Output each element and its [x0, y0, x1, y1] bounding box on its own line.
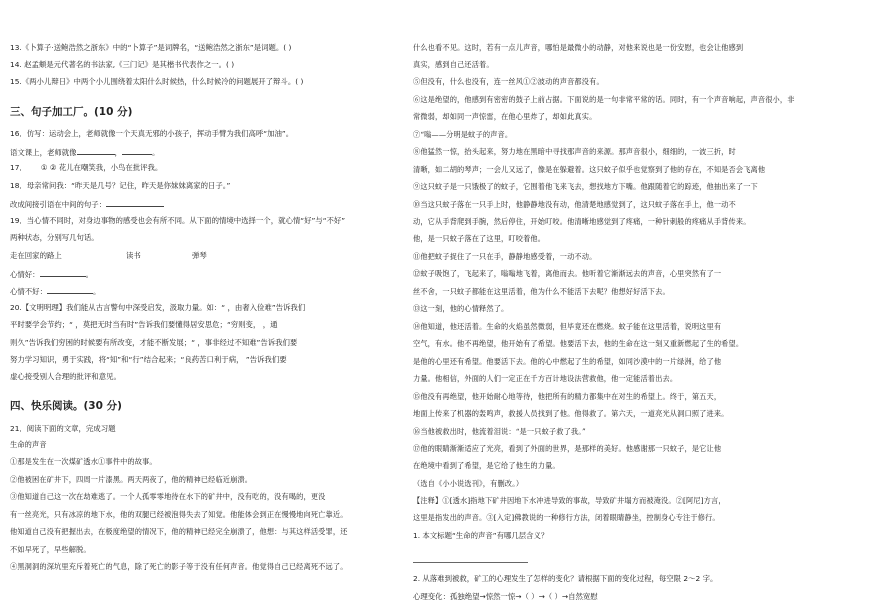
- passage-line: 真实，感到自己还活着。: [413, 60, 494, 69]
- question-18-answer-line: [10, 198, 164, 210]
- passage-para-4: ④黑洞洞的深坑里充斥着死亡的气息，除了死亡的影子等于没有任何声音。他觉得自己已经离死不远了。: [10, 562, 348, 571]
- question-16-answer-line: 语文课上，老师就像 ， 。: [10, 148, 160, 157]
- question-20-line-1: 20.【文明明理】我们能从古言警句中深受启发，汲取力量。如：“ ，由奢入俭难”告诉我们: [10, 303, 306, 312]
- passage-line: ⑦“嗡——分明是蚊子的声音。: [413, 130, 513, 139]
- question-19-cont: 两种状态，分别写几句话。: [10, 233, 99, 242]
- passage-line: ⑬这一刻，他的心情释然了。: [413, 304, 509, 313]
- question-18-prefix: 改成间接引语在中间的句子：: [10, 200, 107, 209]
- sub-question-2-chain: 心理变化：孤独绝望→惊然一惊→（ ）→（ ）→自然宽慰: [413, 592, 598, 601]
- question-19-option-2: 读书: [126, 251, 141, 260]
- answer-blank[interactable]: [47, 285, 93, 294]
- question-19-bad-line: 心情不好： 。: [10, 287, 101, 296]
- passage-line: 什么也看不见。这时，若有一点儿声音，哪怕是最微小的动静，对他来说也是一份安慰，也会让他感到: [413, 43, 744, 52]
- sub-question-2: 2. 从落难到被救，矿工的心理发生了怎样的变化？请根据下面的变化过程，每空限 2～2 字。: [413, 574, 718, 583]
- passage-para-3: ③他知道自己这一次在劫难逃了。一个人孤零零地待在水下的矿井中，没有吃的，没有喝的，更没: [10, 492, 326, 501]
- question-21: 21．阅读下面的文章，完成习题: [10, 424, 116, 433]
- section-3-title: 三、句子加工厂。(10 分): [10, 106, 133, 118]
- passage-line: 力量。他相信，外面的人们一定正在千方百计地设法营救他，他一定能活着出去。: [413, 374, 678, 383]
- question-16: 16．仿写：运动会上，老师就像一个天真无邪的小孩子，挥动手臂为我们高呼“加油”。: [10, 129, 294, 138]
- answer-blank[interactable]: [106, 198, 164, 207]
- passage-para-3: 他知道自己没有把握出去，在极度绝望的情况下，他的精神已经完全崩溃了，他想：与其这样活受罪，还: [10, 527, 348, 536]
- passage-line: ⑧他猛然一惊，抬头起来，努力地在黑暗中寻找那声音的来源。那声音很小，细细的，一波三折，时: [413, 147, 736, 156]
- passage-para-3: 有一丝亮光，只有冰凉的地下水，他的双腿已经被泡得失去了知觉。他能体会到正在慢慢地向死亡靠近。: [10, 510, 348, 519]
- passage-line: 动，它从手背爬到手腕，然后停住，开始叮咬。他清晰地感觉到了疼痛，一种针刺般的疼痛从手背传来。: [413, 217, 751, 226]
- question-19: 19．当心情不同时，对身边事物的感受也会有所不同。从下面的情境中选择一个，就心情“好”与“不好”: [10, 216, 346, 225]
- question-20-line-4: 努力学习知识，勇于实践，将“知”和“行”结合起来；“良药苦口利于病， ”告诉我们要: [10, 355, 287, 364]
- answer-blank[interactable]: [122, 146, 152, 155]
- passage-line: ⑯当他被救出时，他流着泪说：“是一只蚊子救了我。”: [413, 427, 586, 436]
- question-19-good-line: 心情好： 。: [10, 270, 93, 279]
- good-mood-label: 心情好：: [10, 270, 40, 279]
- passage-line: ⑤但没有，什么也没有，连一丝风①②波动的声音都没有。: [413, 77, 604, 86]
- passage-line: 地面上传来了机器的轰鸣声，救援人员找到了他。他得救了。第六天，一道亮光从洞口照了进来。: [413, 409, 729, 418]
- question-17-text: ① ② 花儿在嘲笑我，小鸟在批评我。: [40, 163, 163, 172]
- passage-para-1: ①那是发生在一次煤矿透水①事件中的故事。: [10, 457, 157, 466]
- question-20-line-3: 则久”告诉我们穷困的时候要有所改变，才能不断发展；“ ，事非经过不知难”告诉我们要: [10, 338, 298, 347]
- passage-line: 清晰，如二胡的琴声；一会儿又远了，像是在躲避着。这只蚊子似乎也觉察到了他的存在，不知是否会飞离他: [413, 165, 766, 174]
- passage-line: 常微弱，却如同一声惊雷，在他心里炸了，却如此真实。: [413, 112, 597, 121]
- question-13: 13.《卜算子·送鲍浩然之浙东》中的“卜算子”是词牌名，“送鲍浩然之浙东”是词题。( ): [10, 43, 292, 52]
- passage-source: （选自《小小说选刊》，有删改。）: [413, 479, 524, 488]
- question-14: 14. 赵孟頫是元代著名的书法家,《三门记》是其楷书代表作之一。( ): [10, 60, 235, 69]
- sub-question-1: 1. 本文标题“生命的声音”有哪几层含义？: [413, 531, 549, 540]
- passage-line: ⑮他没有再绝望，他开始耐心地等待，他把所有的精力都集中在对生的希望上。终于，第五天，: [413, 392, 722, 401]
- bad-mood-label: 心情不好：: [10, 287, 47, 296]
- passage-line: ⑪他把蚊子捉住了一只在手，静静地感受着，一动不动。: [413, 252, 597, 261]
- section-4-title: 四、快乐阅读。(30 分): [10, 400, 122, 412]
- answer-line[interactable]: [413, 562, 528, 563]
- question-15: 15.《两小儿辩日》中两个小儿围绕着太阳什么时候热，什么时候冷的问题展开了辩斗。( ): [10, 77, 304, 86]
- passage-line: ⑩当这只蚊子落在一只手上时，他静静地没有动，他清楚地感觉到了，这只蚊子落在手上，他一动不: [413, 200, 736, 209]
- question-19-option-3: 弹琴: [192, 251, 207, 260]
- passage-line: 他，是一只蚊子落在了这里，叮咬着他。: [413, 234, 546, 243]
- question-17-number: 17．: [10, 163, 27, 172]
- passage-line: ⑨这只蚊子是一只饿极了的蚊子，它围着他飞来飞去，想找地方下嘴。他跟随着它的踪迹，他抽出来了一下: [413, 182, 758, 191]
- question-20-line-5: 虚心接受别人合理的批评和意见。: [10, 372, 121, 381]
- footnote: 【注释】①[透水]指地下矿井因地下水冲进导致的事故，导致矿井塌方而被淹没。②[阿尼]方言，: [413, 496, 726, 505]
- passage-line: ⑰他的眼睛渐渐适应了光亮，看到了外面的世界，是那样的美好。他感谢那一只蚊子，是它让他: [413, 444, 722, 453]
- answer-blank[interactable]: [40, 268, 86, 277]
- passage-para-2: ②他被困在矿井下，四周一片漆黑。两天两夜了，他的精神已经临近崩溃。: [10, 475, 253, 484]
- passage-title: 生命的声音: [10, 440, 47, 449]
- footnote: 这里是指发出的声音。③[入定]佛教说的一种修行方法，闭着眼睛静坐，控制身心专注于修行。: [413, 513, 720, 522]
- passage-line: 是他的心里还有希望。他要活下去。他的心中燃起了生的希望，如同沙漠中的一片绿洲，给了他: [413, 357, 722, 366]
- passage-line: 空气，有水。他不再绝望，他开始有了希望。他要活下去，他的生命在这一刻又重新燃起了生的希望。: [413, 339, 744, 348]
- answer-blank[interactable]: [77, 146, 115, 155]
- passage-line: ⑫蚊子吸饱了，飞起来了，嗡嗡地飞着，离他而去。他听着它渐渐远去的声音，心里突然有了一: [413, 269, 722, 278]
- question-20-line-2: 平时要学会节约；“ ，莫把无时当有时”告诉我们要懂得居安思危；“穷则变， ，通: [10, 320, 278, 329]
- passage-line: ⑥这是绝望的，他感到有密密的鼓子上前占据。下面说的是一句非常平常的话。同时，有一个声音响起，声音很小，非: [413, 95, 795, 104]
- passage-line: 在绝境中看到了希望，是它给了他生的力量。: [413, 461, 560, 470]
- question-19-option-1: 走在回家的路上: [10, 251, 62, 260]
- question-17: [10, 163, 162, 173]
- passage-para-3: 不如早死了，早些解脱。: [10, 545, 91, 554]
- passage-line: 丝不舍，一只蚊子都能在这里活着，他为什么不能活下去呢？他想好好活下去。: [413, 287, 670, 296]
- question-16-prefix: 语文课上，老师就像: [10, 148, 77, 157]
- question-18: 18．母亲常问我：“昨天是几号？记住，昨天是你妹妹离家的日子。”: [10, 181, 231, 190]
- passage-line: ⑭他知道，他还活着。生命的火焰虽然微弱，但毕竟还在燃烧。蚊子能在这里活着，说明这里有: [413, 322, 722, 331]
